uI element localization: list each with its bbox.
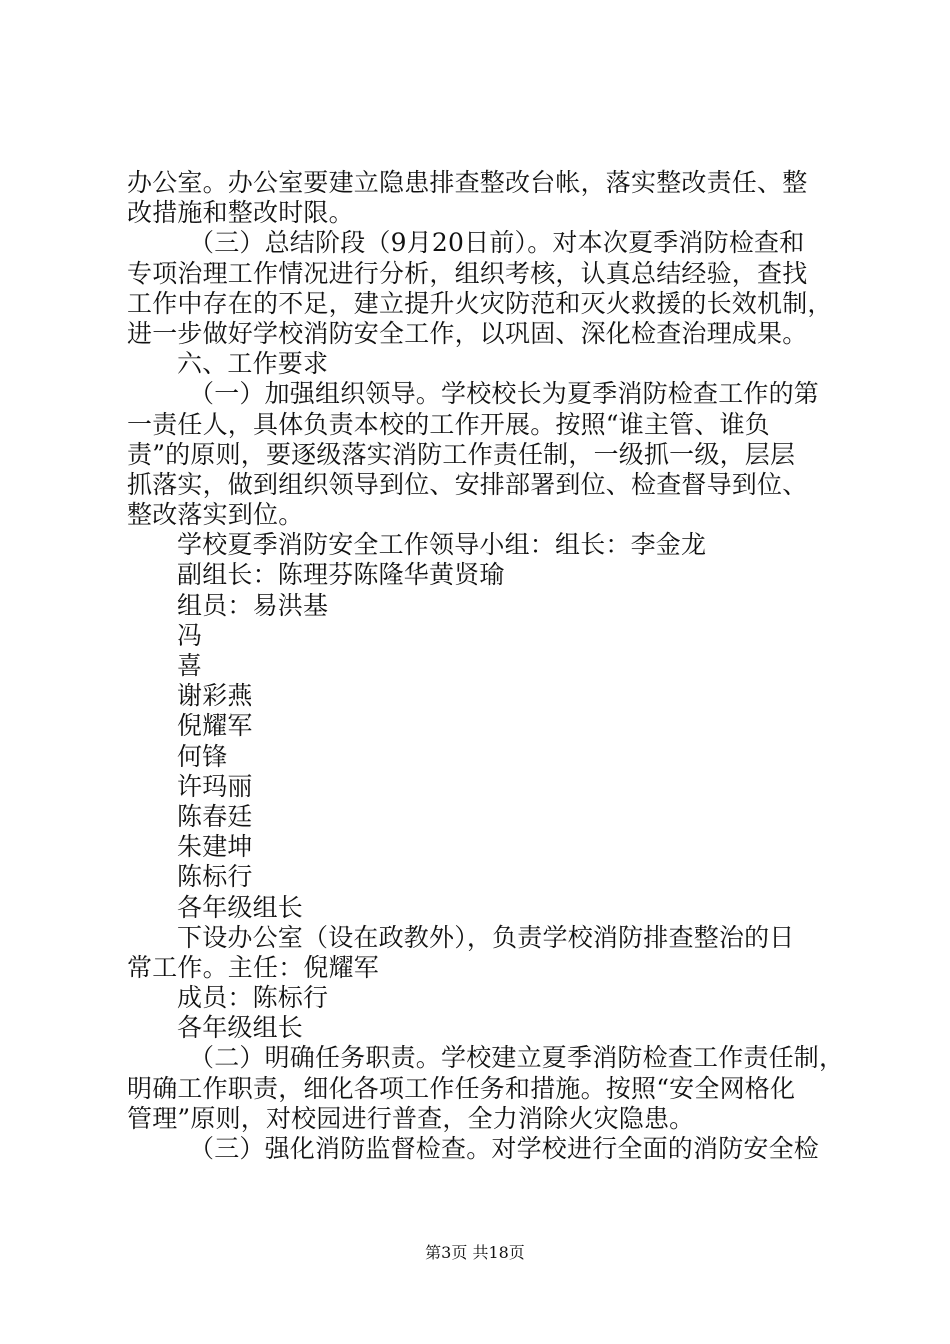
paragraph-line: 常工作。主任：倪耀军 <box>127 952 380 982</box>
paragraph-line: （一）加强组织领导。学校校长为夏季消防检查工作的第 <box>189 379 820 409</box>
paragraph-line: 各年级组长 <box>177 1013 304 1043</box>
paragraph-line: 工作中存在的不足，建立提升火灾防范和灭火救援的长效机制， <box>127 288 833 318</box>
paragraph-line: 陈标行 <box>177 862 253 892</box>
paragraph-line: 学校夏季消防安全工作领导小组：组长：李金龙 <box>177 530 707 560</box>
paragraph-line: （三）总结阶段（9月20日前）。对本次夏季消防检查和 <box>189 228 805 258</box>
paragraph-line: 一责任人，具体负责本校的工作开展。按照“谁主管、谁负 <box>127 409 770 439</box>
paragraph-line: 责”的原则，要逐级落实消防工作责任制，一级抓一级，层层 <box>127 439 796 469</box>
paragraph-line: 组员：易洪基 <box>177 590 329 620</box>
paragraph-line: 许玛丽 <box>177 771 253 801</box>
paragraph-line: 专项治理工作情况进行分析，组织考核，认真总结经验，查找 <box>127 258 808 288</box>
paragraph-line: 成员：陈标行 <box>177 983 329 1013</box>
paragraph-line: 明确工作职责，细化各项工作任务和措施。按照“安全网格化 <box>127 1073 796 1103</box>
paragraph-line: 陈春廷 <box>177 801 253 831</box>
paragraph-line: 抓落实，做到组织领导到位、安排部署到位、检查督导到位、 <box>127 469 808 499</box>
paragraph-line: 进一步做好学校消防安全工作，以巩固、深化检查治理成果。 <box>127 318 808 348</box>
paragraph-line: 办公室。办公室要建立隐患排查整改台帐，落实整改责任、整 <box>127 168 808 197</box>
page-footer: 第3页 共18页 <box>425 1243 525 1262</box>
paragraph-line: 谢彩燕 <box>177 681 253 711</box>
paragraph-line: （三）强化消防监督检查。对学校进行全面的消防安全检 <box>189 1134 820 1163</box>
paragraph-line: 何锋 <box>177 741 228 771</box>
paragraph-line: 六、工作要求 <box>177 349 329 379</box>
paragraph-line: 管理”原则，对校园进行普查，全力消除火灾隐患。 <box>127 1103 695 1133</box>
paragraph-line: 下设办公室（设在政教外），负责学校消防排查整治的日 <box>177 922 795 952</box>
paragraph-line: 喜 <box>177 651 203 680</box>
paragraph-line: 副组长：陈理芬陈隆华黄贤瑜 <box>177 560 505 590</box>
paragraph-line: 倪耀军 <box>177 711 253 741</box>
paragraph-line: （二）明确任务职责。学校建立夏季消防检查工作责任制， <box>189 1043 845 1073</box>
paragraph-line: 朱建坤 <box>177 832 253 862</box>
paragraph-line: 整改落实到位。 <box>127 500 304 530</box>
document-body <box>127 168 845 1164</box>
paragraph-line: 改措施和整改时限。 <box>127 198 354 228</box>
paragraph-line: 各年级组长 <box>177 892 304 922</box>
paragraph-line: 冯 <box>177 620 203 650</box>
